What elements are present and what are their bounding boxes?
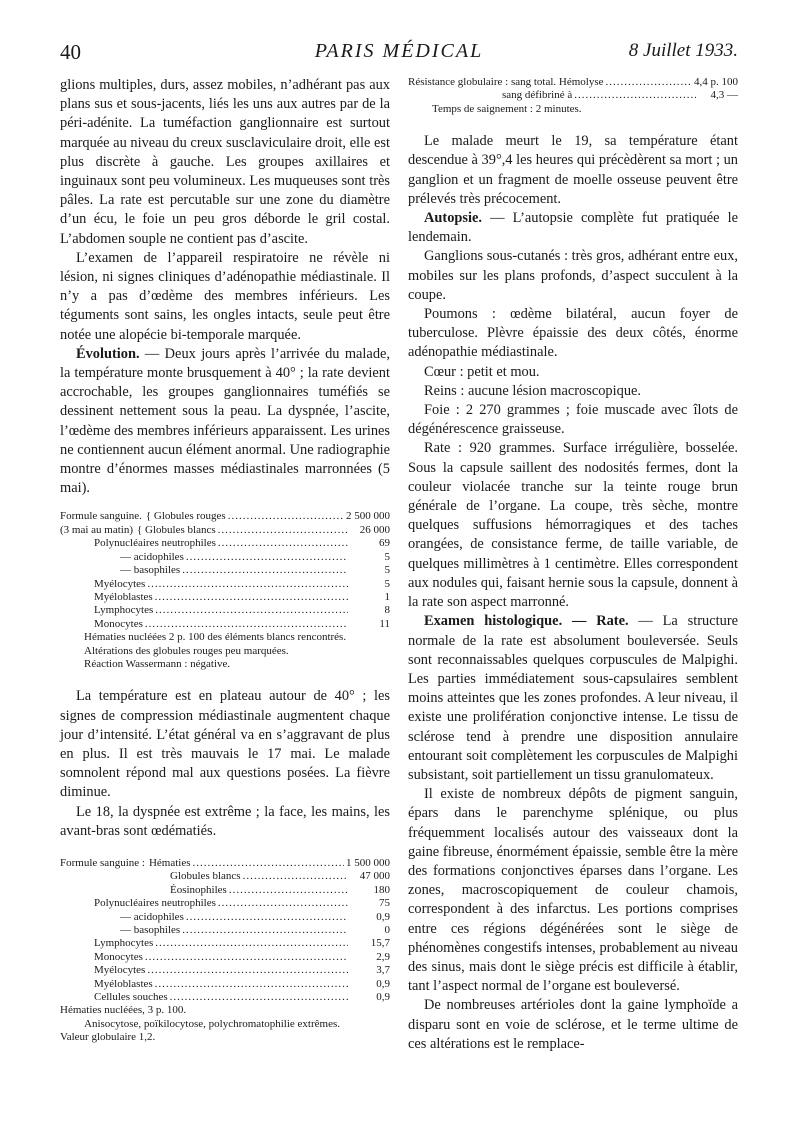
- table-note: Altérations des globules rouges peu marquées.: [84, 644, 289, 657]
- table-row: Myélocytes ..... 3,7: [60, 964, 390, 977]
- paragraph: Foie : 2 270 grammes ; foie muscade avec îlots de dégénérescence graisseuse.: [408, 402, 738, 438]
- table-note: Temps de saignement : 2 minutes.: [432, 102, 582, 115]
- table-row: sang défibriné à ..... 4,3 —: [408, 89, 738, 102]
- issue-date: 8 Juillet 1933.: [628, 40, 738, 61]
- table-row: Cellules souches ..... 0,9: [60, 991, 390, 1004]
- section-heading: Autopsie.: [424, 210, 482, 227]
- paragraph-text: — L’autopsie complète fut pratiquée le lendemain.: [408, 210, 738, 246]
- table-row: Myéloblastes ..... 1: [60, 591, 390, 604]
- paragraph-text: — Deux jours après l’arrivée du malade, la température monte brusquement à 40° ; la rate devient accrochable, les groupes ganglionnaires tuméfiés se dessinent nettement sous la peau. La dyspnée, l’ascite, l’œdème des membres inférieurs apparaissent. Les urines ne contiennent aucun élément anormal. Une radiographie montre d’énormes masses médiastinales marronnées (5 mai).: [60, 345, 390, 497]
- table-label: Formule sanguine.: [60, 510, 142, 523]
- table-row: Éosinophiles ..... 180: [60, 884, 390, 897]
- table-row: Lymphocytes ..... 8: [60, 604, 390, 617]
- page-header: [60, 40, 738, 70]
- paragraph-autopsie: [408, 209, 738, 247]
- blood-formula-table-1: [60, 510, 390, 671]
- paragraph-text: — La structure normale de la rate est absolument bouleversée. Seuls sont reconnaissables quelques corpuscules de Malpighi. Les parties immédiatement sous-capsulaires semblent moins atteintes que les zones profondes. A leur niveau, il existe une prolifération conjonctive intense. Le tissu de sclérose tend à prendre une disposition annulaire entourant soit complètement les corpuscules de Malpighi subsistant, soit partiellement un tissu granulomateux.: [408, 613, 738, 783]
- table-row: Monocytes ..... 11: [60, 618, 390, 631]
- paragraph: Rate : 920 grammes. Surface irrégulière, bosselée. Sous la capsule saillent des nodosités fermes, dont la couleur violacée tranche sur la teinte rouge brun générale de l’organe. La coupe, très sèche, montre quelques suffusions hémorragiques et des taches orangées, de consistance ferme, de taille variable, de quelques millimètres à 1 centimètre. Elles correspondent aux nodules qui, faisant hernie sous la capsule, donnent à la rate son aspect marronné.: [408, 440, 738, 611]
- table-label: (3 mai au matin): [60, 523, 134, 536]
- table-item: Hématies: [148, 856, 191, 869]
- blood-formula-table-2: [60, 857, 390, 1045]
- table-row: Polynucléaires neutrophiles ..... 69: [60, 537, 390, 550]
- paragraph: glions multiples, durs, assez mobiles, n’adhérant pas aux plans sus et sous-jacents, liés les uns aux autres par de la péri-adénite. La tuméfaction ganglionnaire est surtout marquée au niveau du creux susclaviculaire droit, elle est plus discrète à gauche. Les groupes axillaires et inguinaux sont peu volumineux. Les muqueuses sont très pâles. La rate est percutable sur une zone du diamètre d’un écu, le foie un peu gros déborde le gril costal. L’abdomen souple ne contient pas d’ascite.: [60, 77, 390, 247]
- table-note: Hématies nucléées 2 p. 100 des éléments blancs rencontrés.: [84, 631, 347, 644]
- section-heading: Examen histologique. — Rate.: [424, 613, 629, 630]
- paragraph: Reins : aucune lésion macroscopique.: [424, 382, 641, 399]
- paragraph: La température est en plateau autour de 40° ; les signes de compression médiastinale augmentent chaque jour d’intensité. L’état général va en s’aggravant de plus en plus. Il est très mauvais le 17 mai. Le malade somnolent répond mal aux questions posées. La fièvre diminue.: [60, 688, 390, 801]
- table-note: Valeur globulaire 1,2.: [60, 1031, 156, 1044]
- right-column: [408, 76, 738, 1054]
- table-row: Polynucléaires neutrophiles ..... 75: [60, 897, 390, 910]
- table-value: 26 000: [359, 523, 390, 536]
- table-label: Formule sanguine :: [60, 856, 145, 869]
- paragraph-evolution: [60, 345, 390, 499]
- table-value: 2 500 000: [346, 510, 390, 523]
- table-row: Myélocytes ..... 5: [60, 578, 390, 591]
- table-row: Myéloblastes ..... 0,9: [60, 978, 390, 991]
- table-row: — basophiles ..... 0: [60, 924, 390, 937]
- paragraph: De nombreuses artérioles dont la gaine lymphoïde a disparu sont en voie de sclérose, et le terme ultime de ces altérations est le remplace-: [408, 997, 738, 1052]
- table-row: Monocytes ..... 2,9: [60, 951, 390, 964]
- table-value: 1 500 000: [346, 856, 390, 869]
- paragraph: L’examen de l’appareil respiratoire ne révèle ni lésion, ni signes cliniques d’adénopathie médiastinale. Il n’y a pas d’œdème des membres inférieurs. Les téguments sont sains, les ongles intacts, seule peut être notée une alopécie bi-temporale marquée.: [60, 249, 390, 343]
- paragraph: Il existe de nombreux dépôts de pigment sanguin, épars dans le parenchyme splénique, ou plus fréquemment localisés autour des vaisseaux dont la gaine fibreuse, énormément épaissie, semble être la mère des formations conjonctives éparses dans l’organe. Les zones, macroscopiquement de couleur chamois, correspondent à des infarctus. Les portions comprises entre ces régions dégénérées sont le siège de phénomènes congestifs intenses, probablement au niveau des sinus, mais dont le siège précis est difficile à établir, tant l’aspect normal de l’organe est bouleversé.: [408, 786, 738, 995]
- table-row: — acidophiles ..... 5: [60, 551, 390, 564]
- table-row: Lymphocytes ..... 15,7: [60, 937, 390, 950]
- table-note: Réaction Wassermann : négative.: [84, 657, 231, 670]
- table-row: — acidophiles ..... 0,9: [60, 911, 390, 924]
- table-note: Hématies nucléées, 3 p. 100.: [60, 1004, 187, 1017]
- page-number: 40: [60, 40, 81, 64]
- paragraph: Le malade meurt le 19, sa température étant descendue à 39°,4 les heures qui précèdèrent sa mort ; un ganglion et un fragment de moelle osseuse peuvent être prélevés très précocement.: [408, 133, 738, 207]
- paragraph: Le 18, la dyspnée est extrême ; la face, les mains, les avant-bras sont œdématiés.: [60, 803, 390, 839]
- table-item: { Globules blancs: [137, 523, 216, 536]
- section-heading: Évolution.: [76, 345, 140, 362]
- table-row: Globules blancs ..... 47 000: [60, 870, 390, 883]
- table-row: Résistance globulaire : sang total. Hémolyse ..... 4,4 p. 100: [408, 76, 738, 89]
- table-note: Anisocytose, poïkilocytose, polychromatophilie extrêmes.: [84, 1017, 341, 1030]
- paragraph-histology: [408, 612, 738, 785]
- paragraph: Ganglions sous-cutanés : très gros, adhérant entre eux, mobiles sur les plans profonds, d’aspect succulent à la coupe.: [408, 248, 738, 303]
- resistance-table: [408, 76, 738, 116]
- paragraph: Poumons : œdème bilatéral, aucun foyer de tuberculose. Plèvre épaissie des deux côtés, énorme adénopathie médiastinale.: [408, 306, 738, 361]
- paragraph: Cœur : petit et mou.: [424, 363, 540, 380]
- table-item: { Globules rouges: [145, 510, 226, 523]
- left-column: [60, 76, 390, 1045]
- journal-title: PARIS MÉDICAL: [314, 40, 484, 62]
- table-row: — basophiles ..... 5: [60, 564, 390, 577]
